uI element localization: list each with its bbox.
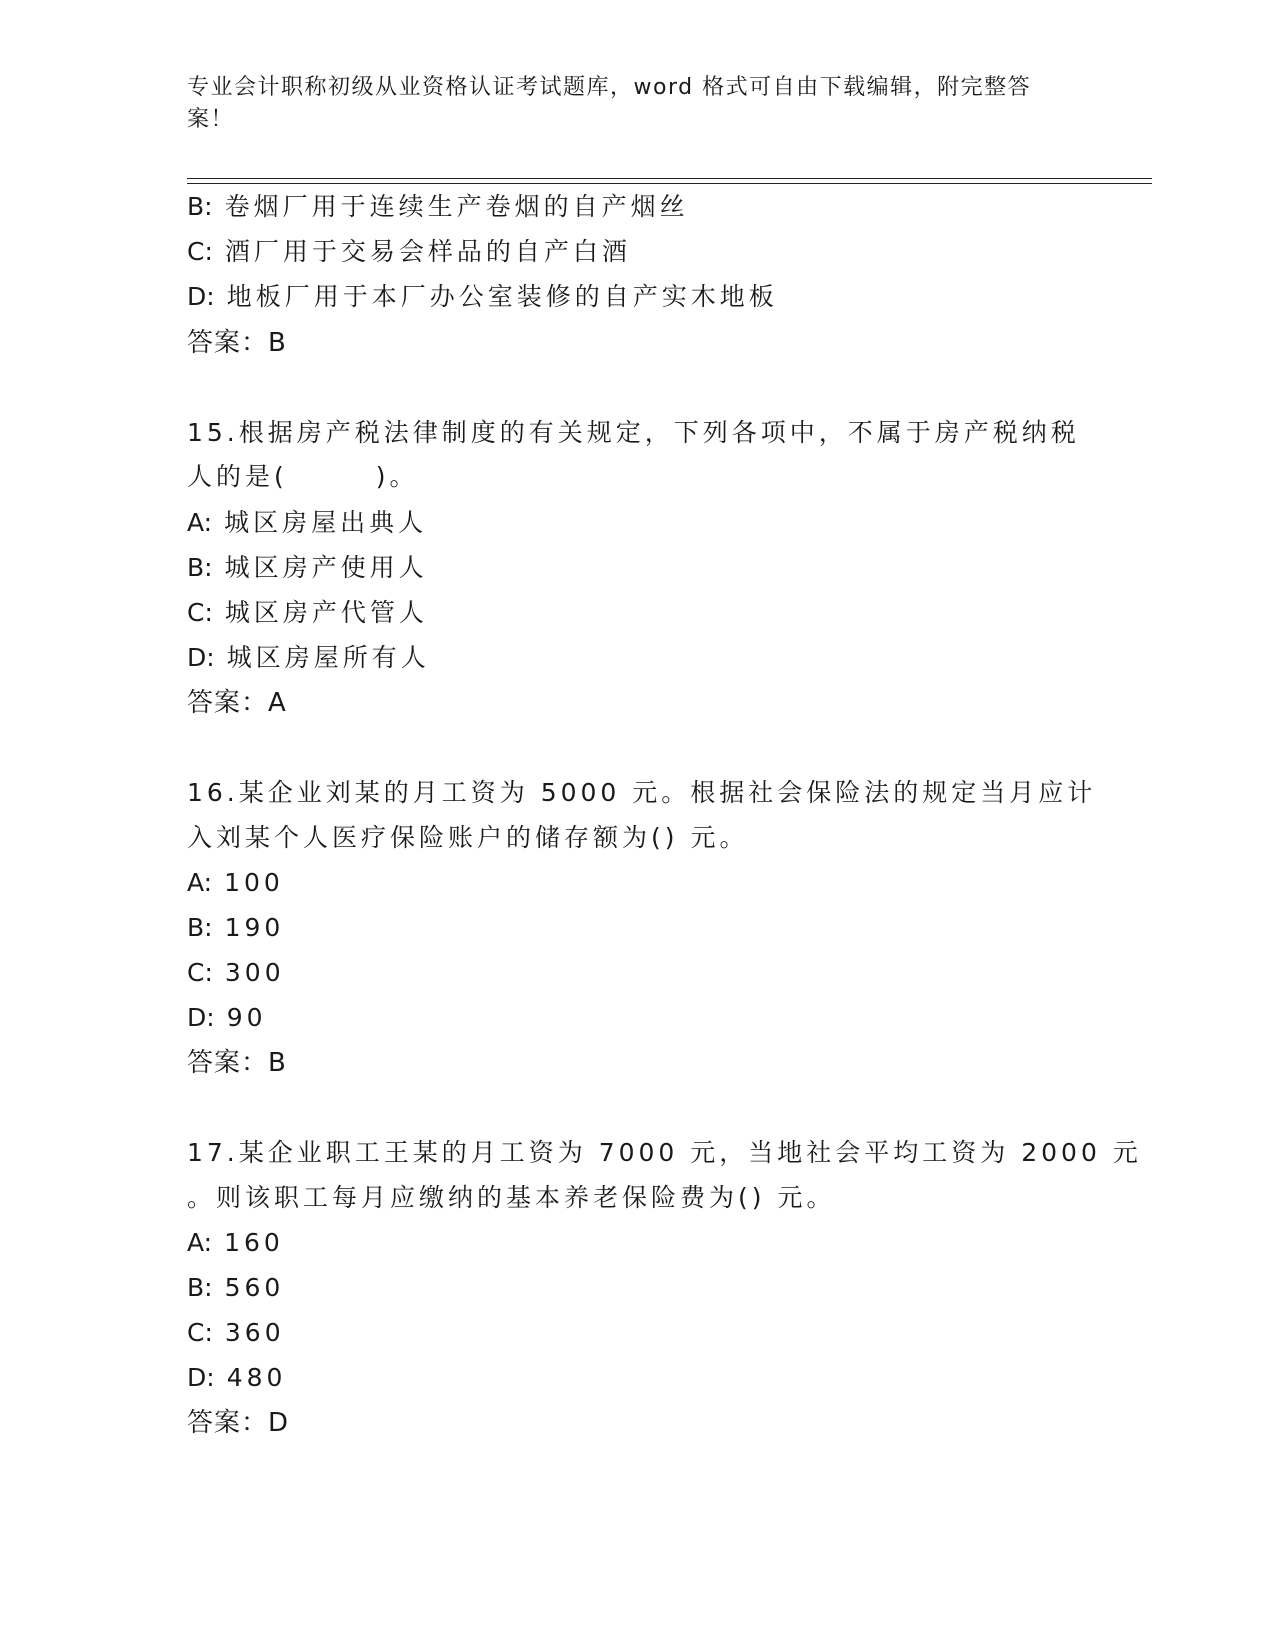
q16-answer: 答案：B [187,1048,287,1078]
q17-answer: 答案：D [187,1408,290,1438]
q17-option-b: B: 560 [187,1273,285,1302]
q14-option-b: B: 卷烟厂用于连续生产卷烟的自产烟丝 [187,192,689,221]
q16-option-c: C: 300 [187,958,285,987]
document-header: 专业会计职称初级从业资格认证考试题库，word 格式可自由下载编辑，附完整答案！ [187,75,1032,132]
q15-option-b: B: 城区房产使用人 [187,553,428,582]
q14-option-c: C: 酒厂用于交易会样品的自产白酒 [187,237,631,266]
q15-option-d: D: 城区房屋所有人 [187,643,430,672]
q17-stem-line2: 。则该职工每月应缴纳的基本养老保险费为() 元。 [187,1183,836,1212]
q16-stem-line1: 16.某企业刘某的月工资为 5000 元。根据社会保险法的规定当月应计 [187,778,1097,807]
q17-stem-line1: 17.某企业职工王某的月工资为 7000 元，当地社会平均工资为 2000 元 [187,1138,1142,1167]
q15-option-c: C: 城区房产代管人 [187,598,428,627]
q15-stem-line2: 人的是( )。 [187,462,419,491]
q17-option-c: C: 360 [187,1318,285,1347]
q15-option-a: A: 城区房屋出典人 [187,508,428,537]
header-rule-top [187,178,1152,179]
q16-option-d: D: 90 [187,1003,267,1032]
q17-option-a: A: 160 [187,1228,284,1257]
header-rule-bottom [187,183,1152,184]
q16-option-a: A: 100 [187,868,284,897]
q17-option-d: D: 480 [187,1363,287,1392]
q15-answer: 答案：A [187,688,287,718]
q16-stem-line2: 入刘某个人医疗保险账户的储存额为() 元。 [187,823,749,852]
q15-stem-line1: 15.根据房产税法律制度的有关规定，下列各项中，不属于房产税纳税 [187,418,1080,447]
q14-answer: 答案：B [187,328,287,358]
q16-option-b: B: 190 [187,913,285,942]
q14-option-d: D: 地板厂用于本厂办公室装修的自产实木地板 [187,282,778,311]
